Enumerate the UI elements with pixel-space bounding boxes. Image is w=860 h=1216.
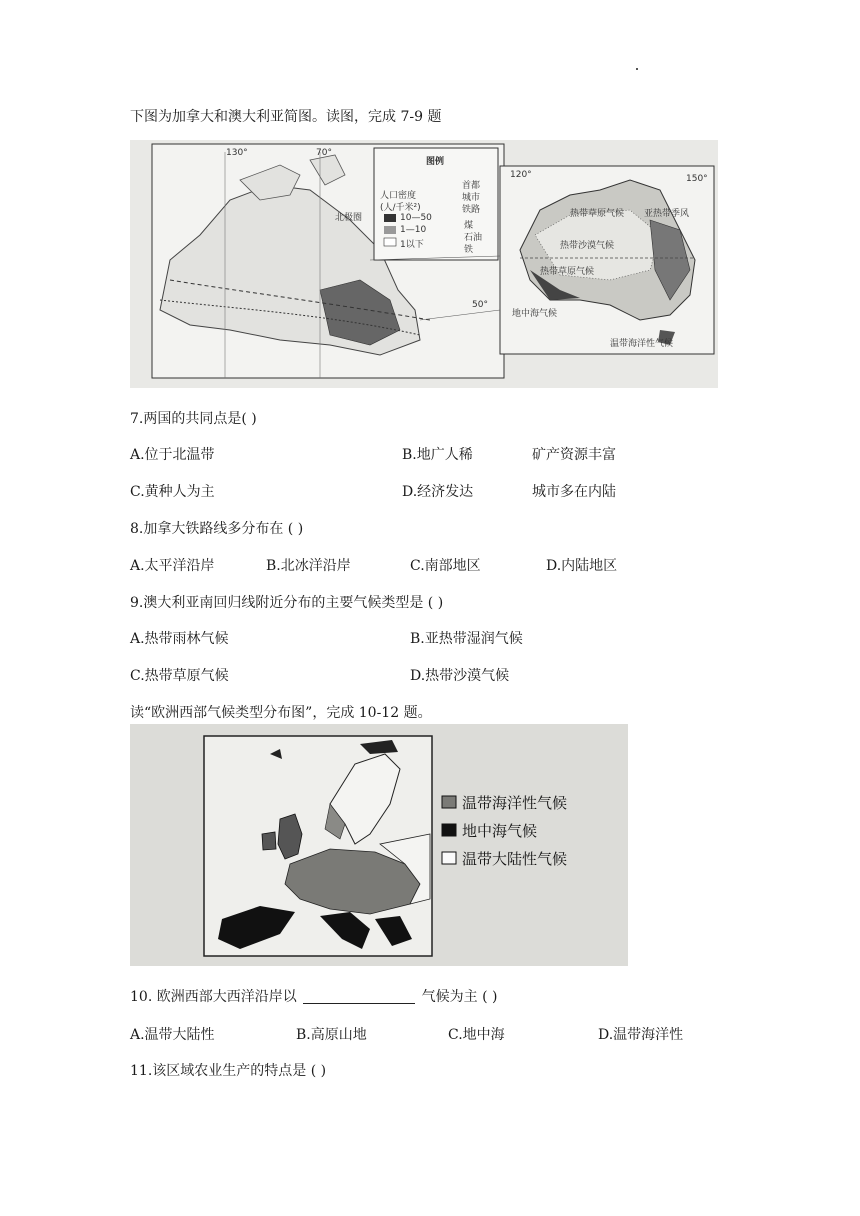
- q9-option-b: B.亚热带湿润气候: [410, 631, 523, 647]
- q10-answer-blank[interactable]: [303, 989, 415, 1004]
- q9-option-d: D.热带沙漠气候: [410, 668, 510, 684]
- symbol-railway: 铁路: [462, 205, 481, 215]
- density-level-2: 1—10: [400, 225, 427, 235]
- map2-drawing: [130, 724, 628, 966]
- q10-stem-part2: 气候为主 ( ): [421, 989, 498, 1005]
- q7-option-c: C.黄种人为主: [130, 484, 215, 500]
- climate-label-5: 地中海气候: [512, 309, 558, 319]
- climate-label-1: 热带草原气候: [570, 209, 625, 219]
- lon-label-70: 70°: [316, 148, 332, 158]
- legend-mediterranean: 地中海气候: [462, 822, 538, 840]
- lon-label-150: 150°: [686, 174, 708, 184]
- q7-option-a: A.位于北温带: [130, 447, 215, 463]
- q9-option-c: C.热带草原气候: [130, 668, 229, 684]
- q10-stem-part1: 10. 欧洲西部大西洋沿岸以: [130, 989, 297, 1005]
- map1-drawing: [130, 140, 718, 388]
- q10-option-b: B.高原山地: [296, 1027, 367, 1043]
- density-label: 人口密度: [380, 191, 417, 201]
- climate-label-2: 热带沙漠气候: [560, 241, 615, 251]
- climate-label-6: 温带海洋性气候: [610, 339, 674, 349]
- q9-stem: 9.澳大利亚南回归线附近分布的主要气候类型是 ( ): [130, 595, 444, 611]
- symbol-city: 城市: [462, 193, 481, 203]
- intro-text-2: 读“欧洲西部气候类型分布图”，完成 10-12 题。: [130, 705, 432, 721]
- q7-option-b: B.地广人稀: [402, 447, 473, 463]
- climate-label-3: 热带草原气候: [540, 267, 595, 277]
- legend-oceanic: 温带海洋性气候: [462, 794, 568, 812]
- q7-option-b-extra: 矿产资源丰富: [532, 447, 616, 463]
- q8-option-a: A.太平洋沿岸: [130, 558, 215, 574]
- legend-continental: 温带大陆性气候: [462, 850, 568, 868]
- intro-text-1: 下图为加拿大和澳大利亚简图。读图，完成 7-9 题: [130, 109, 442, 125]
- q7-option-d: D.经济发达: [402, 484, 474, 500]
- lon-label-120: 120°: [510, 170, 532, 180]
- q10-stem: [130, 986, 497, 1006]
- symbol-oil: 石油: [464, 233, 483, 243]
- q8-option-b: B.北冰洋沿岸: [266, 558, 351, 574]
- density-unit: (人/千米²): [380, 203, 421, 213]
- density-level-1: 10—50: [400, 213, 432, 223]
- q10-option-d: D.温带海洋性: [598, 1027, 684, 1043]
- lat-label-50: 50°: [472, 300, 488, 310]
- q10-option-c: C.地中海: [448, 1027, 505, 1043]
- symbol-capital: 首都: [462, 181, 481, 191]
- scan-dot: [636, 68, 638, 70]
- q8-stem: 8.加拿大铁路线多分布在 ( ): [130, 521, 304, 537]
- legend-title: 图例: [426, 157, 445, 167]
- symbol-iron: 铁: [464, 245, 474, 255]
- q9-option-a: A.热带雨林气候: [130, 631, 229, 647]
- q8-option-c: C.南部地区: [410, 558, 481, 574]
- q10-option-a: A.温带大陆性: [130, 1027, 215, 1043]
- arctic-circle-label: 北极圈: [335, 213, 363, 223]
- density-level-3: 1以下: [400, 240, 424, 250]
- lon-label-130: 130°: [226, 148, 248, 158]
- q11-stem: 11.该区域农业生产的特点是 ( ): [130, 1063, 327, 1079]
- q7-stem: 7.两国的共同点是( ): [130, 411, 257, 427]
- canada-australia-map: [130, 140, 718, 388]
- q8-option-d: D.内陆地区: [546, 558, 618, 574]
- symbol-coal: 煤: [464, 221, 474, 231]
- climate-label-4: 亚热带季风: [644, 209, 690, 219]
- europe-climate-map: [130, 724, 628, 966]
- q7-option-d-extra: 城市多在内陆: [532, 484, 616, 500]
